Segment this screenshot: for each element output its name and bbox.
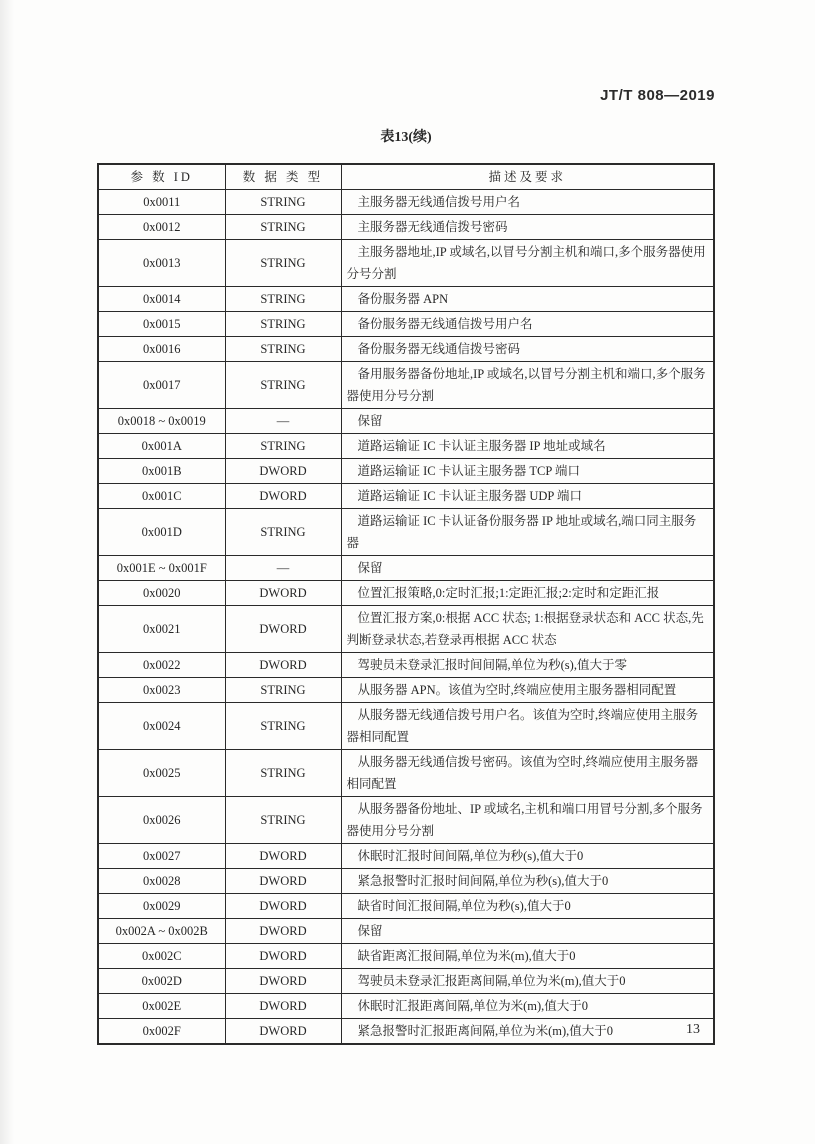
data-type-cell: DWORD [225,606,341,653]
description-cell: 道路运输证 IC 卡认证主服务器 TCP 端口 [341,459,714,484]
data-type-cell: STRING [225,312,341,337]
data-type-cell: STRING [225,509,341,556]
column-header-description: 描述及要求 [341,164,714,190]
table-row [98,459,714,484]
table-row [98,653,714,678]
table-row [98,869,714,894]
param-id-cell: 0x0011 [98,190,225,215]
table-row [98,337,714,362]
param-id-cell: 0x0024 [98,703,225,750]
standard-number-header: JT/T 808—2019 [600,87,715,104]
param-id-cell: 0x0012 [98,215,225,240]
description-cell: 从服务器无线通信拨号密码。该值为空时,终端应使用主服务器相同配置 [341,750,714,797]
description-cell: 备份服务器无线通信拨号用户名 [341,312,714,337]
table-row [98,215,714,240]
table-row [98,678,714,703]
table-header-row [98,164,714,190]
data-type-cell: DWORD [225,484,341,509]
param-id-cell: 0x0025 [98,750,225,797]
description-cell: 驾驶员未登录汇报时间间隔,单位为秒(s),值大于零 [341,653,714,678]
data-type-cell: DWORD [225,869,341,894]
table-row [98,240,714,287]
param-id-cell: 0x0022 [98,653,225,678]
param-id-cell: 0x002F [98,1019,225,1045]
description-cell: 缺省距离汇报间隔,单位为米(m),值大于0 [341,944,714,969]
table-row [98,434,714,459]
table-row [98,362,714,409]
data-type-cell: DWORD [225,581,341,606]
param-id-cell: 0x0013 [98,240,225,287]
description-cell: 位置汇报策略,0:定时汇报;1:定距汇报;2:定时和定距汇报 [341,581,714,606]
param-id-cell: 0x0026 [98,797,225,844]
table-row [98,797,714,844]
param-id-cell: 0x0028 [98,869,225,894]
description-cell: 主服务器无线通信拨号用户名 [341,190,714,215]
table-row [98,484,714,509]
data-type-cell: DWORD [225,844,341,869]
param-id-cell: 0x0021 [98,606,225,653]
description-cell: 保留 [341,919,714,944]
param-id-cell: 0x002E [98,994,225,1019]
description-cell: 道路运输证 IC 卡认证主服务器 IP 地址或域名 [341,434,714,459]
data-type-cell: STRING [225,337,341,362]
param-id-cell: 0x0020 [98,581,225,606]
data-type-cell: STRING [225,678,341,703]
table-row [98,606,714,653]
description-cell: 休眠时汇报距离间隔,单位为米(m),值大于0 [341,994,714,1019]
table-row [98,190,714,215]
description-cell: 保留 [341,409,714,434]
data-type-cell: — [225,556,341,581]
description-cell: 备份服务器 APN [341,287,714,312]
description-cell: 保留 [341,556,714,581]
table-row [98,919,714,944]
description-cell: 从服务器 APN。该值为空时,终端应使用主服务器相同配置 [341,678,714,703]
data-type-cell: STRING [225,703,341,750]
table-row [98,409,714,434]
data-type-cell: DWORD [225,919,341,944]
table-row [98,703,714,750]
table-title: 表13(续) [380,130,432,145]
data-type-cell: STRING [225,287,341,312]
description-cell: 主服务器无线通信拨号密码 [341,215,714,240]
table-row [98,994,714,1019]
param-id-cell: 0x0029 [98,894,225,919]
table-row [98,556,714,581]
data-type-cell: — [225,409,341,434]
data-type-cell: DWORD [225,653,341,678]
data-type-cell: DWORD [225,969,341,994]
param-id-cell: 0x001C [98,484,225,509]
param-id-cell: 0x0027 [98,844,225,869]
column-header-param-id: 参 数 ID [98,164,225,190]
data-type-cell: DWORD [225,459,341,484]
table-row [98,944,714,969]
param-id-cell: 0x0014 [98,287,225,312]
data-type-cell: DWORD [225,894,341,919]
description-cell: 从服务器备份地址、IP 或域名,主机和端口用冒号分割,多个服务器使用分号分割 [341,797,714,844]
table-row [98,969,714,994]
param-id-cell: 0x001E ~ 0x001F [98,556,225,581]
table-row [98,750,714,797]
param-id-cell: 0x0015 [98,312,225,337]
param-id-cell: 0x002A ~ 0x002B [98,919,225,944]
data-type-cell: STRING [225,362,341,409]
data-type-cell: STRING [225,797,341,844]
table-body [98,190,714,1045]
data-type-cell: STRING [225,750,341,797]
description-cell: 备用服务器备份地址,IP 或域名,以冒号分割主机和端口,多个服务器使用分号分割 [341,362,714,409]
data-type-cell: STRING [225,215,341,240]
description-cell: 备份服务器无线通信拨号密码 [341,337,714,362]
description-cell: 主服务器地址,IP 或域名,以冒号分割主机和端口,多个服务器使用分号分割 [341,240,714,287]
data-type-cell: DWORD [225,944,341,969]
data-type-cell: STRING [225,240,341,287]
param-id-cell: 0x0023 [98,678,225,703]
description-cell: 道路运输证 IC 卡认证备份服务器 IP 地址或域名,端口同主服务器 [341,509,714,556]
table-row [98,287,714,312]
param-id-cell: 0x0018 ~ 0x0019 [98,409,225,434]
data-type-cell: STRING [225,434,341,459]
param-id-cell: 0x002D [98,969,225,994]
param-id-cell: 0x0017 [98,362,225,409]
param-id-cell: 0x001D [98,509,225,556]
parameter-table [97,163,715,1045]
description-cell: 位置汇报方案,0:根据 ACC 状态; 1:根据登录状态和 ACC 状态,先判断登录状态,若登录再根据 ACC 状态 [341,606,714,653]
table-row [98,509,714,556]
description-cell: 从服务器无线通信拨号用户名。该值为空时,终端应使用主服务器相同配置 [341,703,714,750]
param-id-cell: 0x001B [98,459,225,484]
page-number: 13 [686,1022,700,1037]
description-cell: 驾驶员未登录汇报距离间隔,单位为米(m),值大于0 [341,969,714,994]
description-cell: 缺省时间汇报间隔,单位为秒(s),值大于0 [341,894,714,919]
table-row [98,581,714,606]
scan-edge-shadow [0,0,14,1144]
param-id-cell: 0x0016 [98,337,225,362]
description-cell: 紧急报警时汇报时间间隔,单位为秒(s),值大于0 [341,869,714,894]
data-type-cell: DWORD [225,994,341,1019]
table-row [98,312,714,337]
table-row [98,844,714,869]
data-type-cell: DWORD [225,1019,341,1045]
table-row [98,894,714,919]
column-header-data-type: 数 据 类 型 [225,164,341,190]
description-cell: 紧急报警时汇报距离间隔,单位为米(m),值大于0 [341,1019,714,1045]
param-id-cell: 0x001A [98,434,225,459]
data-type-cell: STRING [225,190,341,215]
description-cell: 道路运输证 IC 卡认证主服务器 UDP 端口 [341,484,714,509]
param-id-cell: 0x002C [98,944,225,969]
description-cell: 休眠时汇报时间间隔,单位为秒(s),值大于0 [341,844,714,869]
